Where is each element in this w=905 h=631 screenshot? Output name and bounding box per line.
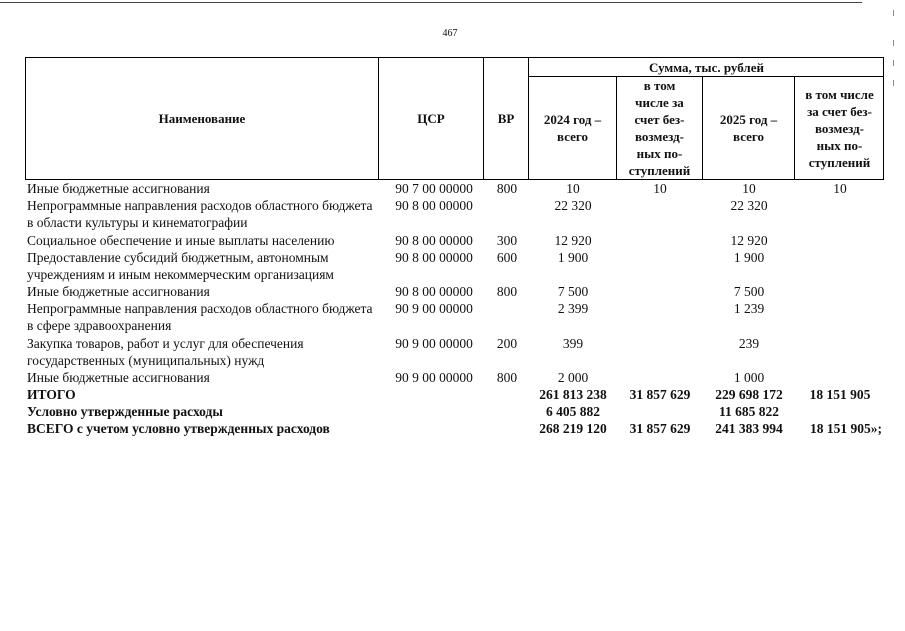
header-incl-2024: в том числе за счет без-возмезд-ных по-ступлений [628,78,691,178]
row-name: Предоставление субсидий бюджетным, автономным учреждениям и иным некоммерческим организациям [27,250,334,282]
row-2025: 1 000 [733,370,765,385]
header-2025: 2025 год – всего [719,112,778,144]
row-name: Социальное обеспечение и иные выплаты населению [27,233,335,248]
row-2024: 22 320 [554,198,592,213]
row-2025: 12 920 [730,233,768,248]
row-2025: 239 [738,336,760,351]
row-2025: 22 320 [730,198,768,213]
row-2024: 261 813 238 [539,387,607,402]
row-name: Иные бюджетные ассигнования [27,181,210,196]
row-2025: 241 383 994 [715,421,783,436]
margin-tick [893,10,894,16]
row-2024: 399 [562,336,584,351]
row-2024: 12 920 [554,233,592,248]
row-vr: 300 [496,233,518,248]
row-name: ИТОГО [27,387,76,402]
row-incl-2024: 31 857 629 [629,421,691,436]
row-csr: 90 8 00 00000 [395,250,473,265]
row-incl-2025: 10 [833,181,847,196]
header-csr: ЦСР [417,111,445,126]
row-vr: 800 [496,370,518,385]
row-2025: 10 [742,181,756,196]
row-2025: 1 900 [733,250,765,265]
row-name: Условно утвержденные расходы [27,404,223,419]
top-rule [0,2,862,3]
row-name: Закупка товаров, работ и услуг для обеспечения государственных (муниципальных) нужд [27,336,304,368]
row-2024: 2 399 [557,301,589,316]
header-name: Наименование [158,111,246,126]
row-2024: 6 405 882 [546,404,600,419]
row-incl-2025: 18 151 905»; [810,421,882,436]
header-2024: 2024 год – всего [543,112,602,144]
header-incl-2025: в том числе за счет без-возмезд-ных по-ступлений [805,86,874,170]
row-2025: 7 500 [733,284,765,299]
row-2024: 7 500 [557,284,589,299]
row-2024: 10 [566,181,580,196]
header-sum: Сумма, тыс. рублей [649,59,764,75]
row-csr: 90 8 00 00000 [395,233,473,248]
header-vr: ВР [497,111,515,126]
row-csr: 90 9 00 00000 [395,336,473,351]
row-name: Непрограммные направления расходов областного бюджета в сфере здравоохранения [27,301,373,333]
row-vr: 800 [496,284,518,299]
row-name: ВСЕГО с учетом условно утвержденных расходов [27,421,330,436]
margin-tick [893,60,894,66]
row-csr: 90 7 00 00000 [395,181,473,196]
row-incl-2024: 31 857 629 [629,387,691,402]
row-vr: 600 [496,250,518,265]
margin-tick [893,40,894,46]
row-incl-2024: 10 [653,181,667,196]
row-csr: 90 9 00 00000 [395,301,473,316]
row-name: Иные бюджетные ассигнования [27,284,210,299]
row-vr: 800 [496,181,518,196]
row-csr: 90 9 00 00000 [395,370,473,385]
row-2024: 2 000 [557,370,589,385]
row-csr: 90 8 00 00000 [395,284,473,299]
row-incl-2025: 18 151 905 [809,387,871,402]
page-number: 467 [442,28,458,39]
row-2025: 1 239 [733,301,765,316]
row-csr: 90 8 00 00000 [395,198,473,213]
margin-tick [893,80,894,86]
row-2025: 11 685 822 [718,404,779,419]
row-2024: 1 900 [557,250,589,265]
row-2024: 268 219 120 [539,421,607,436]
row-vr: 200 [496,336,518,351]
row-2025: 229 698 172 [715,387,783,402]
row-name: Непрограммные направления расходов областного бюджета в области культуры и кинематографии [27,198,373,230]
row-name: Иные бюджетные ассигнования [27,370,210,385]
